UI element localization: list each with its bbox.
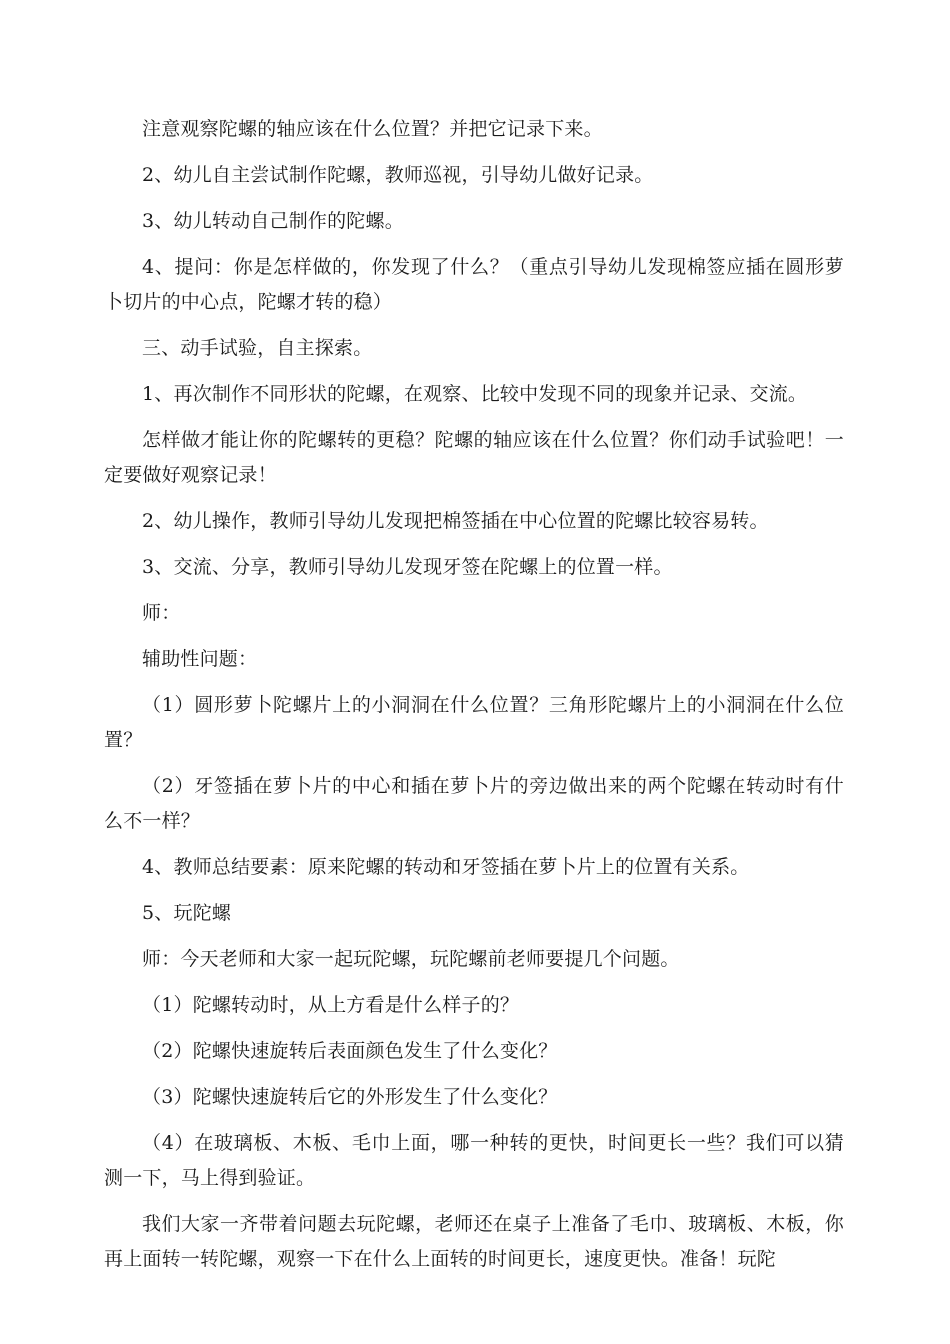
paragraph-15: 5、玩陀螺	[142, 902, 232, 924]
paragraph-21: 我们大家一齐带着问题去玩陀螺，老师还在桌子上准备了毛巾、玻璃板、木板，你再上面转一转陀螺，观察一下在什么上面转的时间更长，速度更快。准备！玩陀	[104, 1213, 844, 1270]
paragraph-7: 怎样做才能让你的陀螺转的更稳？陀螺的轴应该在什么位置？你们动手试验吧！一定要做好观察记录！	[104, 429, 844, 486]
paragraph-2: 2、幼儿自主尝试制作陀螺，教师巡视，引导幼儿做好记录。	[142, 164, 654, 186]
paragraph-3: 3、幼儿转动自己制作的陀螺。	[142, 210, 404, 232]
paragraph-12: （1）圆形萝卜陀螺片上的小洞洞在什么位置？三角形陀螺片上的小洞洞在什么位置？	[104, 694, 844, 751]
paragraph-18: （2）陀螺快速旋转后表面颜色发生了什么变化？	[142, 1040, 558, 1062]
paragraph-19: （3）陀螺快速旋转后它的外形发生了什么变化？	[142, 1086, 558, 1108]
document-body	[104, 112, 844, 1288]
paragraph-9: 3、交流、分享，教师引导幼儿发现牙签在陀螺上的位置一样。	[142, 556, 673, 578]
paragraph-17: （1）陀螺转动时，从上方看是什么样子的？	[142, 994, 520, 1016]
paragraph-10: 师：	[142, 602, 181, 624]
paragraph-8: 2、幼儿操作，教师引导幼儿发现把棉签插在中心位置的陀螺比较容易转。	[142, 510, 769, 532]
paragraph-14: 4、教师总结要素：原来陀螺的转动和牙签插在萝卜片上的位置有关系。	[142, 856, 750, 878]
paragraph-1: 注意观察陀螺的轴应该在什么位置？并把它记录下来。	[142, 118, 603, 140]
paragraph-4: 4、提问：你是怎样做的，你发现了什么？（重点引导幼儿发现棉签应插在圆形萝卜切片的中心点，陀螺才转的稳）	[104, 256, 844, 313]
paragraph-20: （4）在玻璃板、木板、毛巾上面，哪一种转的更快，时间更长一些？我们可以猜测一下，马上得到验证。	[104, 1132, 844, 1189]
paragraph-16: 师：今天老师和大家一起玩陀螺，玩陀螺前老师要提几个问题。	[142, 948, 680, 970]
paragraph-13: （2）牙签插在萝卜片的中心和插在萝卜片的旁边做出来的两个陀螺在转动时有什么不一样？	[104, 775, 844, 832]
paragraph-6: 1、再次制作不同形状的陀螺，在观察、比较中发现不同的现象并记录、交流。	[142, 383, 808, 405]
section-heading-3: 三、动手试验，自主探索。	[142, 337, 373, 359]
paragraph-11: 辅助性问题：	[142, 648, 258, 670]
